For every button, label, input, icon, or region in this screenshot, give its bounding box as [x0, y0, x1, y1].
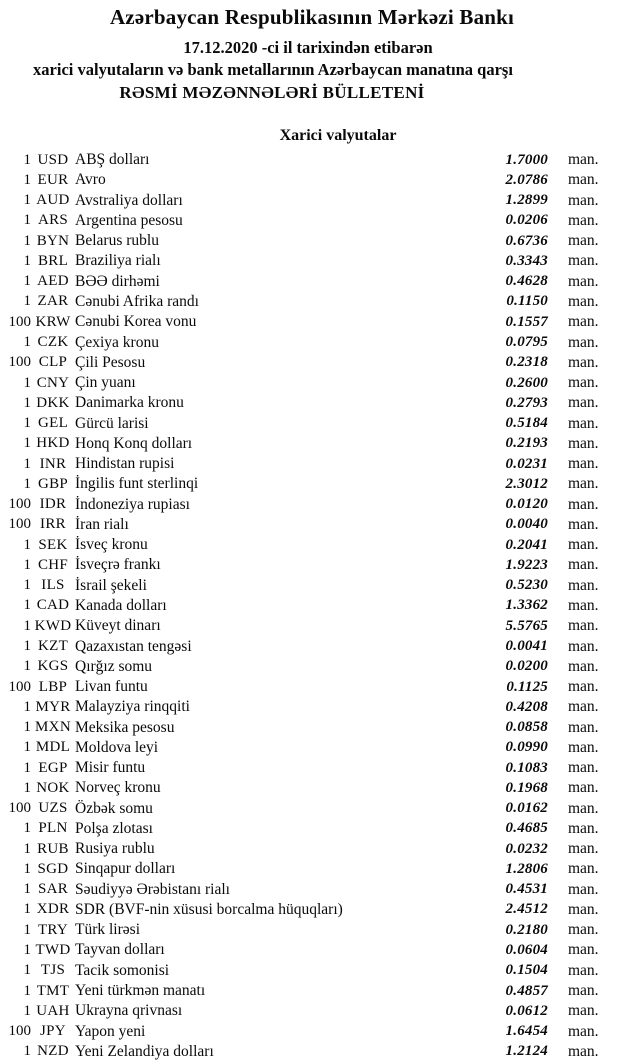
rate-value: 5.5765: [505, 617, 548, 634]
rate-unit-label: man.: [568, 374, 599, 392]
rate-currency-name: ABŞ dolları: [75, 151, 150, 169]
rate-value: 1.2806: [505, 860, 548, 877]
rate-row: [0, 1021, 620, 1041]
rate-row: [0, 940, 620, 960]
rate-quantity: 1: [23, 577, 31, 594]
rate-unit-label: man.: [568, 211, 599, 229]
rate-currency-code: SAR: [37, 881, 69, 898]
rate-quantity: 1: [23, 475, 31, 492]
rate-value: 0.0041: [505, 638, 548, 654]
rate-quantity: 1: [23, 151, 31, 168]
rate-currency-code: SGD: [37, 860, 69, 877]
rate-row: [0, 778, 620, 798]
rate-currency-name: Özbək somu: [75, 799, 153, 817]
rate-currency-name: Moldova leyi: [75, 738, 159, 756]
rate-currency-name: Qırğız somu: [75, 657, 153, 675]
rate-value: 0.5184: [505, 415, 548, 432]
rate-unit-label: man.: [568, 860, 599, 878]
rate-value: 0.2193: [505, 435, 548, 452]
rate-currency-name: Gürcü larisi: [75, 414, 149, 432]
rate-currency-code: INR: [39, 455, 67, 472]
rate-unit-label: man.: [568, 596, 599, 614]
rate-currency-name: Yeni Zelandiya dolları: [75, 1042, 214, 1060]
rate-unit-label: man.: [568, 657, 599, 675]
rate-unit-label: man.: [568, 272, 599, 290]
rate-row: [0, 636, 620, 656]
rate-quantity: 100: [8, 516, 31, 533]
rate-currency-code: RUB: [37, 840, 69, 857]
rate-currency-code: TMT: [36, 982, 70, 999]
rate-currency-name: Misir funtu: [75, 759, 146, 777]
rate-currency-code: PLN: [38, 820, 68, 837]
rate-value: 0.0200: [505, 658, 548, 675]
rate-value: 0.5230: [505, 577, 548, 594]
rate-quantity: 1: [23, 759, 31, 776]
rate-currency-code: GBP: [37, 475, 69, 492]
rate-quantity: 1: [23, 901, 31, 918]
rate-row: [0, 738, 620, 758]
rate-row: [0, 596, 620, 616]
rate-value: 1.2899: [505, 192, 548, 209]
rate-quantity: 1: [23, 556, 31, 573]
rate-currency-name: Honq Konq dolları: [75, 434, 193, 452]
rate-currency-name: Argentina pesosu: [75, 211, 183, 229]
rate-quantity: 1: [23, 597, 31, 614]
rate-quantity: 1: [23, 232, 31, 249]
rate-quantity: 1: [23, 252, 31, 269]
rate-quantity: 1: [23, 860, 31, 877]
rate-quantity: 1: [23, 617, 31, 634]
rate-value: 0.2180: [505, 921, 548, 938]
rate-unit-label: man.: [568, 718, 599, 736]
rate-quantity: 1: [23, 982, 31, 999]
section-title-foreign-currencies: Xarici valyutalar: [279, 127, 397, 144]
rate-currency-name: Avstraliya dolları: [75, 191, 183, 209]
rate-unit-label: man.: [568, 799, 599, 817]
rate-value: 0.0040: [505, 516, 548, 533]
rate-value: 0.1557: [505, 313, 548, 330]
rate-value: 0.4628: [505, 273, 548, 290]
rate-quantity: 1: [23, 1043, 31, 1060]
rate-value: 0.0162: [505, 800, 548, 817]
rate-row: [0, 292, 620, 312]
rate-quantity: 1: [23, 739, 31, 756]
rate-unit-label: man.: [568, 455, 599, 473]
rate-value: 1.7000: [505, 151, 548, 168]
rate-row: [0, 474, 620, 494]
rate-currency-code: CLP: [38, 354, 68, 371]
rate-row: [0, 495, 620, 515]
rate-currency-code: IDR: [39, 496, 67, 513]
rate-value: 0.2041: [505, 536, 548, 553]
rate-unit-label: man.: [568, 617, 599, 635]
rate-unit-label: man.: [568, 515, 599, 533]
rate-row: [0, 859, 620, 879]
rate-currency-name: Yapon yeni: [75, 1022, 146, 1040]
rate-currency-name: Sinqapur dolları: [75, 860, 176, 878]
rate-currency-code: BRL: [37, 252, 69, 269]
rate-currency-code: KGS: [37, 658, 69, 675]
rate-value: 0.1504: [505, 962, 548, 979]
rate-currency-name: Livan funtu: [75, 678, 148, 696]
rate-value: 1.2124: [505, 1043, 548, 1060]
rate-value: 0.1968: [505, 779, 548, 796]
rate-currency-code: CAD: [36, 597, 70, 614]
rate-currency-code: USD: [37, 151, 69, 168]
rate-currency-code: JPY: [40, 1023, 66, 1040]
rate-currency-name: Ukrayna qrivnası: [75, 1002, 183, 1020]
rate-quantity: 1: [23, 394, 31, 411]
rate-currency-name: Norveç kronu: [75, 779, 161, 797]
rate-unit-label: man.: [568, 333, 599, 351]
rate-quantity: 1: [23, 881, 31, 898]
rate-currency-name: Yeni türkmən manatı: [75, 982, 206, 1000]
rate-currency-code: IRR: [40, 516, 66, 533]
rate-unit-label: man.: [568, 1002, 599, 1020]
rate-row: [0, 839, 620, 859]
rate-currency-name: Malayziya rinqqiti: [75, 698, 190, 716]
rate-quantity: 1: [23, 212, 31, 229]
rate-value: 0.1150: [506, 293, 548, 310]
rate-unit-label: man.: [568, 840, 599, 858]
rate-currency-code: LBP: [38, 678, 68, 695]
rate-row: [0, 616, 620, 636]
rate-quantity: 1: [23, 962, 31, 979]
rate-currency-code: TRY: [37, 921, 69, 938]
rate-unit-label: man.: [568, 475, 599, 493]
bulletin-subtitle: xarici valyutaların və bank metallarının Azərbaycan manatına qarşı: [33, 60, 513, 79]
rate-value: 0.2318: [505, 354, 548, 371]
rate-value: 0.6736: [505, 232, 548, 249]
rate-unit-label: man.: [568, 171, 599, 189]
rate-row: [0, 434, 620, 454]
rate-currency-code: BYN: [36, 232, 70, 249]
rate-unit-label: man.: [568, 678, 599, 696]
rate-unit-label: man.: [568, 880, 599, 898]
rate-unit-label: man.: [568, 252, 599, 270]
rate-value: 0.0232: [505, 840, 548, 857]
rate-currency-name: Braziliya rialı: [75, 252, 161, 270]
rate-currency-code: MXN: [35, 719, 71, 736]
rate-row: [0, 981, 620, 1001]
rate-currency-code: CNY: [36, 374, 70, 391]
rate-currency-name: İsveçrə frankı: [75, 556, 161, 574]
rate-unit-label: man.: [568, 556, 599, 574]
rate-currency-code: AED: [37, 273, 69, 290]
rate-unit-label: man.: [568, 982, 599, 1000]
rate-row: [0, 454, 620, 474]
rate-currency-name: Türk lirəsi: [75, 921, 140, 939]
rate-row: [0, 332, 620, 352]
rate-value: 2.0786: [505, 171, 548, 188]
rate-unit-label: man.: [568, 353, 599, 371]
rate-value: 2.3012: [505, 475, 548, 492]
rate-row: [0, 555, 620, 575]
rate-currency-name: Cənubi Korea vonu: [75, 313, 197, 331]
rate-currency-code: ZAR: [37, 293, 69, 310]
rate-quantity: 100: [8, 496, 31, 513]
rate-row: [0, 191, 620, 211]
rate-value: 0.4531: [505, 881, 548, 898]
rate-unit-label: man.: [568, 313, 599, 331]
rate-unit-label: man.: [568, 1022, 599, 1040]
rate-row: [0, 1042, 620, 1062]
rate-quantity: 1: [23, 658, 31, 675]
rate-value: 0.0206: [505, 212, 548, 229]
bank-title: Azərbaycan Respublikasının Mərkəzi Bankı: [109, 5, 515, 29]
rate-row: [0, 353, 620, 373]
rate-quantity: 1: [23, 435, 31, 452]
rate-row: [0, 535, 620, 555]
rate-value: 0.0858: [505, 719, 548, 736]
rate-quantity: 1: [23, 921, 31, 938]
rate-row: [0, 880, 620, 900]
rate-value: 0.4857: [505, 982, 548, 999]
rate-currency-name: Qazaxıstan tengəsi: [75, 637, 192, 655]
rate-currency-name: İran rialı: [75, 515, 129, 533]
rate-currency-code: GEL: [37, 415, 69, 432]
rate-quantity: 1: [23, 455, 31, 472]
rate-currency-name: İsrail şekeli: [75, 576, 147, 594]
rate-value: 0.4208: [505, 698, 548, 715]
rate-quantity: 100: [8, 354, 31, 371]
rate-currency-code: ARS: [37, 212, 69, 229]
rate-row: [0, 515, 620, 535]
rate-quantity: 1: [23, 192, 31, 209]
rate-unit-label: man.: [568, 414, 599, 432]
rate-row: [0, 758, 620, 778]
rate-row: [0, 576, 620, 596]
rate-quantity: 1: [23, 638, 31, 654]
rate-quantity: 1: [23, 536, 31, 553]
rate-value: 0.0231: [505, 455, 548, 472]
rate-currency-code: DKK: [36, 394, 70, 411]
rate-currency-name: Çin yuanı: [75, 374, 136, 392]
rate-currency-code: TWD: [35, 941, 71, 958]
rate-quantity: 100: [8, 313, 31, 330]
rate-currency-code: XDR: [36, 901, 70, 918]
rate-currency-code: KZT: [37, 638, 69, 654]
bulletin-title: RƏSMİ MƏZƏNNƏLƏRİ BÜLLETENİ: [119, 83, 425, 102]
rate-currency-name: Avro: [75, 171, 106, 189]
rate-currency-name: Rusiya rublu: [75, 840, 155, 858]
rate-row: [0, 211, 620, 231]
rate-row: [0, 819, 620, 839]
rate-currency-name: İsveç kronu: [75, 536, 148, 554]
rate-quantity: 1: [23, 374, 31, 391]
rate-quantity: 100: [8, 800, 31, 817]
rate-currency-code: MDL: [35, 739, 71, 756]
rate-row: [0, 272, 620, 292]
rate-currency-code: AUD: [36, 192, 70, 209]
rate-quantity: 1: [23, 1002, 31, 1019]
rate-unit-label: man.: [568, 921, 599, 939]
rate-currency-code: HKD: [36, 435, 70, 452]
rate-row: [0, 961, 620, 981]
rate-row: [0, 697, 620, 717]
rate-unit-label: man.: [568, 232, 599, 250]
rate-currency-code: CHF: [37, 556, 69, 573]
rate-value: 0.1125: [506, 678, 548, 695]
rate-row: [0, 170, 620, 190]
rate-currency-code: MYR: [35, 698, 71, 715]
rate-unit-label: man.: [568, 759, 599, 777]
rate-unit-label: man.: [568, 536, 599, 554]
rate-value: 0.0120: [505, 496, 548, 513]
rate-unit-label: man.: [568, 576, 599, 594]
rate-currency-name: Çexiya kronu: [75, 333, 159, 351]
rate-currency-code: KRW: [35, 313, 71, 330]
rate-unit-label: man.: [568, 738, 599, 756]
rate-value: 0.0990: [505, 739, 548, 756]
rate-unit-label: man.: [568, 495, 599, 513]
exchange-rates-table: [0, 150, 620, 1062]
rate-quantity: 1: [23, 941, 31, 958]
rate-row: [0, 657, 620, 677]
rate-row: [0, 312, 620, 332]
rate-row: [0, 413, 620, 433]
rate-unit-label: man.: [568, 394, 599, 412]
rate-currency-name: İngilis funt sterlinqi: [75, 475, 199, 493]
rate-quantity: 1: [23, 334, 31, 351]
rate-unit-label: man.: [568, 961, 599, 979]
rate-row: [0, 393, 620, 413]
rate-unit-label: man.: [568, 698, 599, 716]
rate-currency-name: Hindistan rupisi: [75, 455, 175, 473]
rate-currency-name: İndoneziya rupiası: [75, 495, 190, 513]
rate-quantity: 1: [23, 779, 31, 796]
rate-value: 0.0604: [505, 941, 548, 958]
rate-row: [0, 1001, 620, 1021]
rate-row: [0, 920, 620, 940]
rate-value: 0.2600: [505, 374, 548, 391]
rate-currency-code: EGP: [38, 759, 68, 776]
rate-unit-label: man.: [568, 637, 599, 655]
rate-value: 1.6454: [505, 1023, 548, 1040]
rate-currency-name: Danimarka kronu: [75, 394, 184, 412]
rate-value: 0.2793: [505, 394, 548, 411]
rate-value: 0.1083: [505, 759, 548, 776]
rate-row: [0, 231, 620, 251]
rate-unit-label: man.: [568, 941, 599, 959]
rate-currency-code: KWD: [34, 617, 72, 634]
rate-currency-name: Tayvan dolları: [75, 941, 165, 959]
rate-unit-label: man.: [568, 434, 599, 452]
rate-currency-name: BƏƏ dirhəmi: [75, 272, 160, 290]
rate-quantity: 1: [23, 415, 31, 432]
rate-value: 1.9223: [505, 556, 548, 573]
rate-value: 2.4512: [505, 901, 548, 918]
rate-row: [0, 717, 620, 737]
rate-row: [0, 373, 620, 393]
rate-currency-code: SEK: [38, 536, 68, 553]
rate-value: 0.0612: [505, 1002, 548, 1019]
rate-currency-code: NOK: [36, 779, 70, 796]
rate-currency-name: Küveyt dinarı: [75, 617, 161, 635]
rate-quantity: 1: [23, 840, 31, 857]
rate-currency-name: Polşa zlotası: [75, 819, 153, 837]
rate-quantity: 1: [23, 171, 31, 188]
rate-row: [0, 150, 620, 170]
rate-value: 0.0795: [505, 334, 548, 351]
rate-currency-name: Tacik somonisi: [75, 961, 170, 979]
rate-currency-name: Cənubi Afrika randı: [75, 292, 199, 310]
rate-unit-label: man.: [568, 151, 599, 169]
rate-row: [0, 677, 620, 697]
rate-quantity: 1: [23, 820, 31, 837]
rate-unit-label: man.: [568, 819, 599, 837]
rate-currency-code: CZK: [37, 334, 69, 351]
rate-unit-label: man.: [568, 900, 599, 918]
rate-currency-code: UZS: [38, 800, 68, 817]
rate-currency-name: Belarus rublu: [75, 232, 159, 250]
rate-row: [0, 251, 620, 271]
rate-currency-code: UAH: [36, 1002, 70, 1019]
rate-currency-code: EUR: [37, 171, 69, 188]
rate-currency-name: SDR (BVF-nin xüsusi borcalma hüquqları): [75, 900, 343, 918]
rate-currency-name: Çili Pesosu: [75, 353, 146, 371]
rate-currency-name: Meksika pesosu: [75, 718, 175, 736]
rate-quantity: 1: [23, 698, 31, 715]
rate-currency-name: Səudiyyə Ərəbistanı rialı: [75, 880, 230, 898]
rate-currency-name: Kanada dolları: [75, 596, 167, 614]
rate-unit-label: man.: [568, 1042, 599, 1060]
rate-unit-label: man.: [568, 191, 599, 209]
rate-value: 0.3343: [505, 252, 548, 269]
rate-value: 0.4685: [505, 820, 548, 837]
rate-quantity: 100: [8, 1023, 31, 1040]
rate-unit-label: man.: [568, 779, 599, 797]
rate-row: [0, 900, 620, 920]
rate-quantity: 100: [8, 678, 31, 695]
rate-quantity: 1: [23, 719, 31, 736]
rate-currency-code: NZD: [37, 1043, 69, 1060]
rate-unit-label: man.: [568, 292, 599, 310]
effective-date-line: 17.12.2020 -ci il tarixindən etibarən: [183, 38, 433, 57]
rate-row: [0, 799, 620, 819]
rate-value: 1.3362: [505, 597, 548, 614]
rate-currency-code: ILS: [41, 577, 65, 594]
rate-quantity: 1: [23, 293, 31, 310]
rate-currency-code: TJS: [40, 962, 66, 979]
rate-quantity: 1: [23, 273, 31, 290]
